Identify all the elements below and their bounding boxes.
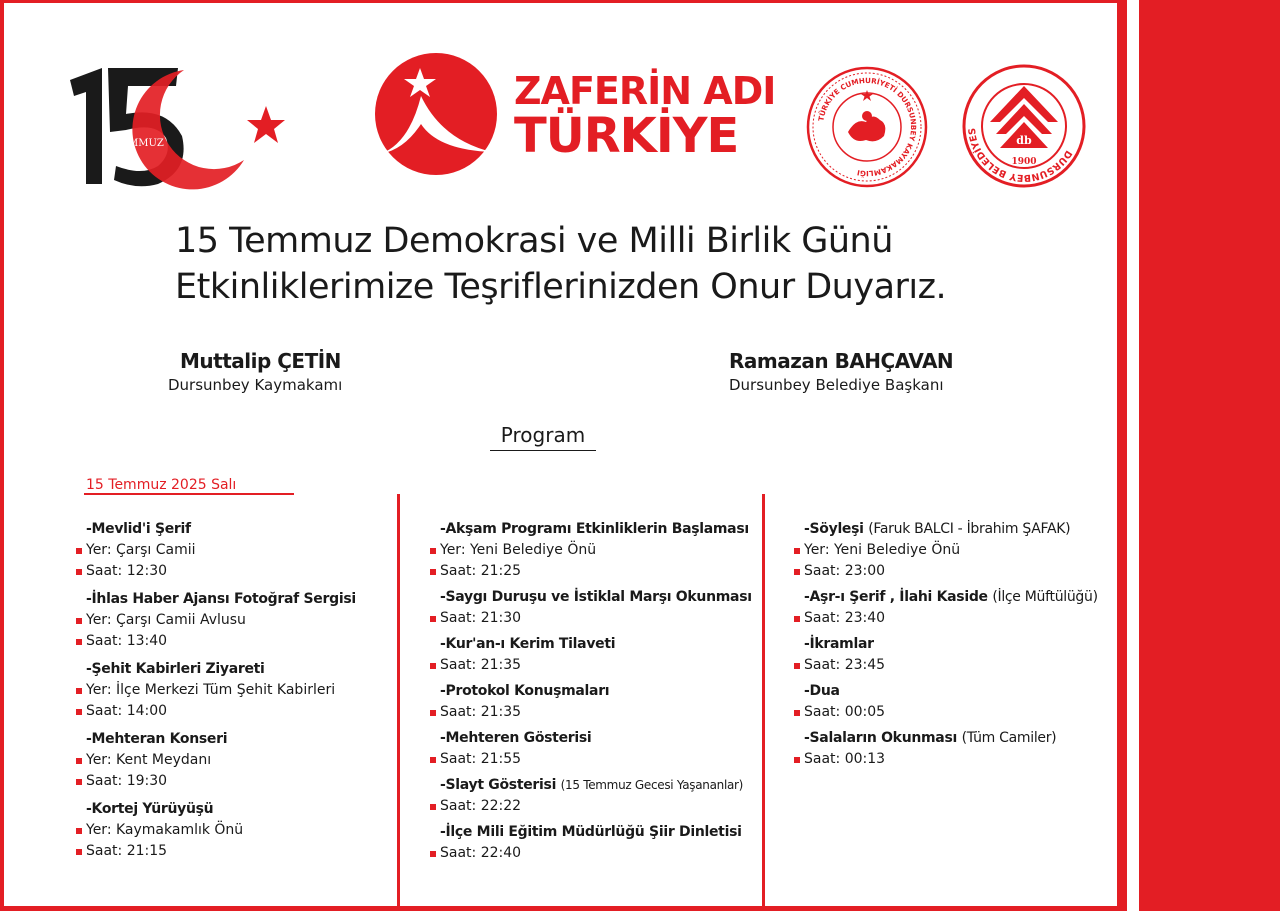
- event-title: [74, 798, 394, 820]
- event-title: [74, 588, 394, 610]
- signatory-belediye-baskani: [729, 348, 953, 396]
- event-time: Saat: 23:00: [792, 561, 1112, 582]
- event-time: Saat: 21:25: [428, 561, 758, 582]
- program-event: [74, 518, 394, 582]
- program-event: [74, 658, 394, 722]
- event-location: Yer: Kaymakamlık Önü: [74, 820, 394, 841]
- event-title-text: -Söyleşi: [804, 521, 864, 537]
- event-time: Saat: 19:30: [74, 771, 394, 792]
- event-title: [428, 774, 758, 796]
- event-title: [74, 728, 394, 750]
- headline: [175, 218, 1075, 310]
- column-divider-2: [762, 494, 765, 906]
- event-time: Saat: 21:30: [428, 608, 758, 629]
- event-time: Saat: 14:00: [74, 701, 394, 722]
- event-title-text: -Slayt Gösterisi: [440, 777, 557, 793]
- event-title: [792, 727, 1112, 749]
- border-left: [0, 0, 4, 911]
- event-location: Yer: Çarşı Camii Avlusu: [74, 610, 394, 631]
- event-title: [428, 727, 758, 749]
- event-time: Saat: 12:30: [74, 561, 394, 582]
- program-event: [74, 728, 394, 792]
- event-title-text: -Mevlid'i Şerif: [86, 521, 191, 537]
- event-time: Saat: 22:22: [428, 796, 758, 817]
- kaymakamlik-seal-text: TÜRKİYE CUMHURİYETİ DURSUNBEY KAYMAKAMLIĞI: [816, 75, 919, 179]
- program-heading: Program: [490, 422, 596, 451]
- headline-line-1: 15 Temmuz Demokrasi ve Milli Birlik Günü: [175, 221, 893, 261]
- event-note: (15 Temmuz Gecesi Yaşananlar): [560, 778, 744, 792]
- wordmark-line-1: ZAFERİN ADI: [514, 69, 776, 113]
- event-title-text: -Saygı Duruşu ve İstiklal Marşı Okunması: [440, 589, 752, 605]
- program-event: [792, 727, 1112, 770]
- event-title: [792, 633, 1112, 655]
- event-time: Saat: 21:15: [74, 841, 394, 862]
- kaymakamlik-seal: [806, 66, 928, 188]
- zaferin-adi-turkiye-wordmark: [514, 69, 776, 164]
- program-event: [428, 727, 758, 770]
- event-location: Yer: Kent Meydanı: [74, 750, 394, 771]
- date-underline: [84, 493, 294, 495]
- program-column-2: [428, 518, 758, 868]
- signatory-name: Muttalip ÇETİN: [180, 349, 341, 373]
- red-stripe-thin: [1117, 0, 1127, 911]
- event-note: (İlçe Müftülüğü): [992, 589, 1098, 605]
- program-date: 15 Temmuz 2025 Salı: [86, 477, 237, 493]
- zaferin-adi-turkiye-emblem: [374, 52, 498, 176]
- program-event: [792, 680, 1112, 723]
- event-time: Saat: 13:40: [74, 631, 394, 652]
- program-event: [792, 518, 1112, 582]
- event-time: Saat: 23:45: [792, 655, 1112, 676]
- program-event: [428, 774, 758, 817]
- belediye-seal-text: DURSUNBEY BELEDİYES: [966, 127, 1074, 184]
- border-top: [0, 0, 1120, 3]
- event-location: Yer: Çarşı Camii: [74, 540, 394, 561]
- event-title-text: -Mehteran Konseri: [86, 731, 228, 747]
- event-title: [428, 518, 758, 540]
- 15-temmuz-logo: [66, 62, 286, 190]
- event-title-text: -Aşr-ı Şerif , İlahi Kaside: [804, 589, 988, 605]
- event-title-text: -Kur'an-ı Kerim Tilaveti: [440, 636, 616, 652]
- event-title: [792, 680, 1112, 702]
- event-title: [792, 586, 1112, 608]
- signatory-title: Dursunbey Kaymakamı: [168, 376, 343, 394]
- program-event: [428, 633, 758, 676]
- event-title-text: -Mehteren Gösterisi: [440, 730, 592, 746]
- event-title: [428, 680, 758, 702]
- belediye-seal: [962, 64, 1086, 188]
- signatory-title: Dursunbey Belediye Başkanı: [729, 376, 944, 394]
- event-location: Yer: İlçe Merkezi Tüm Şehit Kabirleri: [74, 680, 394, 701]
- wordmark-line-2: TÜRKİYE: [514, 108, 739, 164]
- event-time: Saat: 21:35: [428, 702, 758, 723]
- program-event: [428, 821, 758, 864]
- belediye-monogram: db: [1016, 134, 1032, 147]
- event-title-text: -Akşam Programı Etkinliklerin Başlaması: [440, 521, 749, 537]
- event-title-text: -Dua: [804, 683, 840, 699]
- event-title-text: -Protokol Konuşmaları: [440, 683, 610, 699]
- event-title-text: -Kortej Yürüyüşü: [86, 801, 214, 817]
- event-title: [428, 586, 758, 608]
- event-title: [74, 518, 394, 540]
- column-divider-1: [397, 494, 400, 906]
- event-time: Saat: 21:55: [428, 749, 758, 770]
- event-location: Yer: Yeni Belediye Önü: [428, 540, 758, 561]
- program-event: [428, 680, 758, 723]
- program-column-3: [792, 518, 1112, 774]
- border-bottom: [0, 906, 1120, 911]
- program-event: [428, 586, 758, 629]
- program-event: [74, 588, 394, 652]
- event-location: Yer: Yeni Belediye Önü: [792, 540, 1112, 561]
- event-title-text: -Salaların Okunması: [804, 730, 957, 746]
- event-note: (Faruk BALCI - İbrahim ŞAFAK): [868, 521, 1071, 537]
- event-title-text: -Şehit Kabirleri Ziyareti: [86, 661, 265, 677]
- belediye-year: 1900: [1011, 157, 1037, 167]
- event-time: Saat: 23:40: [792, 608, 1112, 629]
- event-title-text: -İhlas Haber Ajansı Fotoğraf Sergisi: [86, 591, 356, 607]
- event-time: Saat: 21:35: [428, 655, 758, 676]
- program-event: [792, 633, 1112, 676]
- event-time: Saat: 00:05: [792, 702, 1112, 723]
- red-stripe-wide: [1139, 0, 1280, 911]
- event-time: Saat: 00:13: [792, 749, 1112, 770]
- headline-line-2: Etkinliklerimize Teşriflerinizden Onur Duyarız.: [175, 267, 947, 307]
- event-time: Saat: 22:40: [428, 843, 758, 864]
- signatory-name: Ramazan BAHÇAVAN: [729, 349, 954, 373]
- event-title-text: -İlçe Mili Eğitim Müdürlüğü Şiir Dinletisi: [440, 824, 742, 840]
- event-title: [428, 633, 758, 655]
- program-event: [74, 798, 394, 862]
- event-title-text: -İkramlar: [804, 636, 874, 652]
- event-title: [428, 821, 758, 843]
- program-event: [792, 586, 1112, 629]
- event-note: (Tüm Camiler): [961, 730, 1057, 746]
- event-title: [74, 658, 394, 680]
- 15-temmuz-logo-word: TEMMUZ: [114, 138, 164, 149]
- event-title: [792, 518, 1112, 540]
- program-column-1: [74, 518, 394, 868]
- program-event: [428, 518, 758, 582]
- signatory-kaymakam: [168, 348, 342, 396]
